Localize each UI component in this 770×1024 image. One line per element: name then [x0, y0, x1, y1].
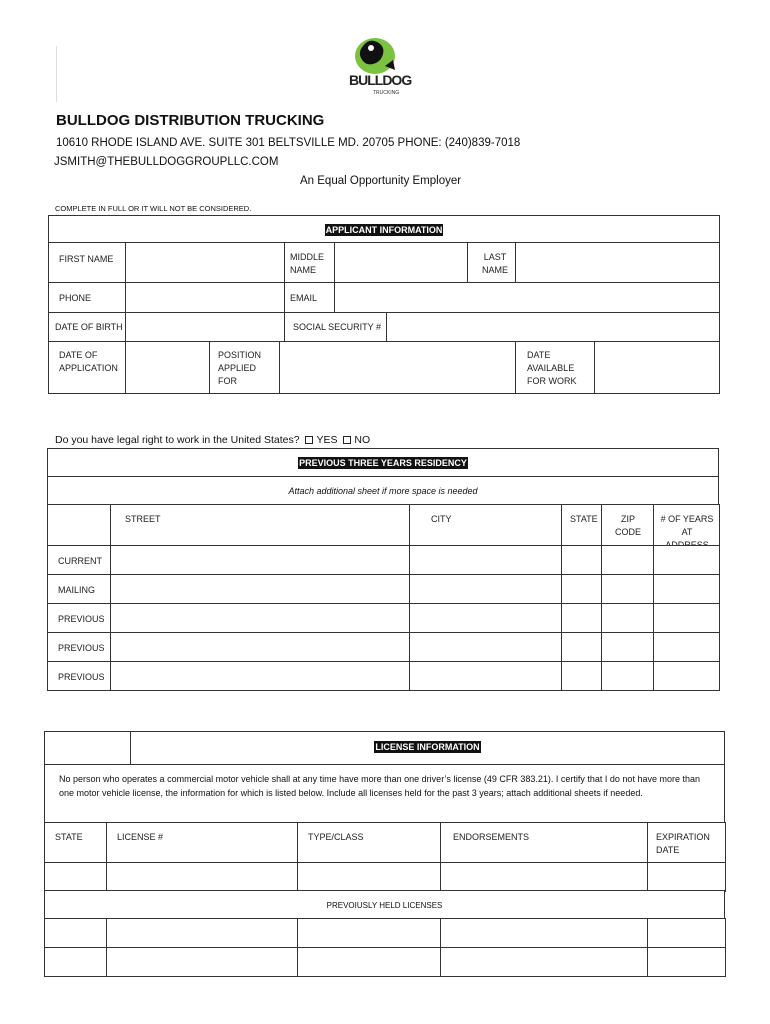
residency-input-cell[interactable]	[110, 632, 410, 662]
ssn-label: SOCIAL SECURITY #	[293, 322, 382, 332]
residency-col-label: CITY	[431, 514, 452, 524]
date-app-label-cell	[48, 341, 126, 394]
license-col-header	[297, 822, 441, 864]
phone-label: PHONE	[59, 293, 92, 303]
residency-col-header	[561, 504, 602, 546]
date-app-label: DATE OF APPLICATION	[59, 350, 118, 373]
yes-checkbox[interactable]	[305, 436, 313, 444]
residency-input-cell[interactable]	[653, 574, 720, 604]
residency-row-label-cell	[47, 661, 111, 691]
residency-row-label-cell	[47, 545, 111, 575]
license-input-cell[interactable]	[647, 862, 726, 892]
eoe-statement: An Equal Opportunity Employer	[300, 175, 462, 187]
residency-row-label: MAILING	[58, 585, 96, 595]
license-title: LICENSE INFORMATION	[375, 742, 480, 752]
logo-divider	[56, 46, 57, 102]
residency-input-cell[interactable]	[110, 603, 410, 633]
logo-text-main: BULLDOG	[349, 72, 412, 88]
residency-input-cell[interactable]	[561, 661, 602, 691]
residency-input-cell[interactable]	[601, 545, 654, 575]
residency-col-label: STATE	[570, 514, 598, 524]
residency-col-header	[110, 504, 410, 546]
date-avail-label: DATE AVAILABLE FOR WORK	[527, 350, 577, 386]
residency-input-cell[interactable]	[653, 603, 720, 633]
residency-input-cell[interactable]	[110, 545, 410, 575]
residency-input-cell[interactable]	[561, 603, 602, 633]
residency-input-cell[interactable]	[561, 632, 602, 662]
prev-license-input-cell[interactable]	[106, 947, 298, 977]
instruction-text: COMPLETE IN FULL OR IT WILL NOT BE CONSIDERED.	[55, 204, 252, 213]
license-col-header	[44, 822, 107, 864]
license-col-header	[106, 822, 298, 864]
residency-input-cell[interactable]	[409, 603, 562, 633]
phone-label-cell	[48, 282, 126, 313]
prev-license-input-cell[interactable]	[44, 918, 107, 948]
residency-col-header	[653, 504, 720, 546]
license-col-label: TYPE/CLASS	[308, 832, 364, 842]
residency-input-cell[interactable]	[561, 545, 602, 575]
last-name-field[interactable]	[515, 242, 720, 283]
residency-input-cell[interactable]	[601, 661, 654, 691]
license-input-cell[interactable]	[440, 862, 648, 892]
residency-input-cell[interactable]	[110, 661, 410, 691]
ssn-label-cell	[284, 312, 387, 342]
date-avail-field[interactable]	[594, 341, 720, 394]
logo-text-sub: TRUCKING	[373, 90, 400, 96]
residency-col-label: ZIP CODE	[614, 514, 641, 537]
license-header	[130, 731, 725, 765]
email-field[interactable]	[334, 282, 720, 313]
license-col-label: LICENSE #	[117, 832, 164, 842]
prev-license-input-cell[interactable]	[106, 918, 298, 948]
license-col-label: STATE	[55, 832, 83, 842]
prev-licenses-row	[44, 890, 725, 919]
residency-header-blank	[47, 504, 111, 546]
license-col-header	[647, 822, 726, 864]
date-app-field[interactable]	[125, 341, 210, 394]
phone-field[interactable]	[125, 282, 285, 313]
residency-input-cell[interactable]	[561, 574, 602, 604]
last-name-label-cell	[467, 242, 516, 283]
residency-row-label-cell	[47, 574, 111, 604]
residency-title: PREVIOUS THREE YEARS RESIDENCY	[299, 458, 467, 468]
middle-name-field[interactable]	[334, 242, 468, 283]
residency-input-cell[interactable]	[601, 603, 654, 633]
residency-col-label: STREET	[125, 514, 161, 524]
license-col-label: ENDORSEMENTS	[453, 832, 530, 842]
applicant-header	[48, 215, 720, 243]
prev-license-input-cell[interactable]	[44, 947, 107, 977]
email-label: EMAIL	[290, 293, 318, 303]
prev-license-input-cell[interactable]	[297, 947, 441, 977]
prev-license-input-cell[interactable]	[647, 947, 726, 977]
dob-field[interactable]	[125, 312, 285, 342]
last-name-label: LAST NAME	[481, 252, 508, 275]
prev-license-input-cell[interactable]	[440, 918, 648, 948]
legal-question-text: Do you have legal right to work in the United States?	[55, 434, 300, 446]
residency-input-cell[interactable]	[409, 545, 562, 575]
company-address: 10610 RHODE ISLAND AVE. SUITE 301 BELTSVILLE MD. 20705 PHONE: (240)839-7018	[56, 137, 521, 149]
legal-right-question	[55, 434, 370, 446]
prev-licenses-label: PREVOIUSLY HELD LICENSES	[326, 901, 443, 910]
prev-license-input-cell[interactable]	[297, 918, 441, 948]
ssn-field[interactable]	[386, 312, 720, 342]
residency-input-cell[interactable]	[601, 574, 654, 604]
license-note: No person who operates a commercial motor vehicle shall at any time have more than one driver’s license (49 CFR 383.21). I certify that I do not have more than one motor vehicle license, the information for which is listed below. Include all licenses held for the past 3 years; attach additional sheets if needed.	[59, 774, 700, 798]
residency-row-label: PREVIOUS	[58, 643, 105, 653]
residency-note: Attach additional sheet if more space is needed	[288, 486, 478, 496]
applicant-title: APPLICANT INFORMATION	[325, 225, 443, 235]
license-col-label: EXPIRATION DATE	[656, 832, 710, 855]
no-checkbox[interactable]	[343, 436, 351, 444]
residency-header	[47, 448, 719, 477]
residency-row-label-cell	[47, 632, 111, 662]
company-logo	[345, 36, 415, 100]
license-input-cell[interactable]	[297, 862, 441, 892]
license-header-left	[44, 731, 131, 765]
dob-label: DATE OF BIRTH	[55, 322, 123, 332]
residency-row-label-cell	[47, 603, 111, 633]
residency-input-cell[interactable]	[409, 661, 562, 691]
residency-note-row	[47, 476, 719, 505]
position-label-cell	[209, 341, 280, 394]
residency-col-header	[601, 504, 654, 546]
residency-input-cell[interactable]	[653, 632, 720, 662]
license-note-row	[44, 764, 725, 823]
middle-name-label-cell	[284, 242, 335, 283]
middle-name-label: MIDDLE NAME	[290, 252, 325, 275]
position-field[interactable]	[279, 341, 516, 394]
residency-col-header	[409, 504, 562, 546]
residency-input-cell[interactable]	[601, 632, 654, 662]
position-label: POSITION APPLIED FOR	[218, 350, 262, 386]
prev-license-input-cell[interactable]	[440, 947, 648, 977]
company-email: JSMITH@THEBULLDOGGROUPLLC.COM	[54, 156, 279, 168]
residency-input-cell[interactable]	[653, 661, 720, 691]
date-avail-label-cell	[515, 341, 595, 394]
email-label-cell	[284, 282, 335, 313]
residency-input-cell[interactable]	[653, 545, 720, 575]
residency-col-label: # OF YEARS AT	[660, 514, 714, 537]
residency-row-label: CURRENT	[58, 556, 102, 566]
yes-label: YES	[316, 434, 338, 446]
first-name-field[interactable]	[125, 242, 285, 283]
license-input-cell[interactable]	[106, 862, 298, 892]
company-name: BULLDOG DISTRIBUTION TRUCKING	[56, 112, 325, 129]
first-name-label-cell	[48, 242, 126, 283]
license-input-cell[interactable]	[44, 862, 107, 892]
residency-row-label: PREVIOUS	[58, 672, 105, 682]
residency-input-cell[interactable]	[110, 574, 410, 604]
residency-row-label: PREVIOUS	[58, 614, 105, 624]
residency-input-cell[interactable]	[409, 632, 562, 662]
no-label: NO	[354, 434, 371, 446]
dob-label-cell	[48, 312, 126, 342]
license-col-header	[440, 822, 648, 864]
first-name-label: FIRST NAME	[59, 254, 114, 264]
residency-input-cell[interactable]	[409, 574, 562, 604]
prev-license-input-cell[interactable]	[647, 918, 726, 948]
